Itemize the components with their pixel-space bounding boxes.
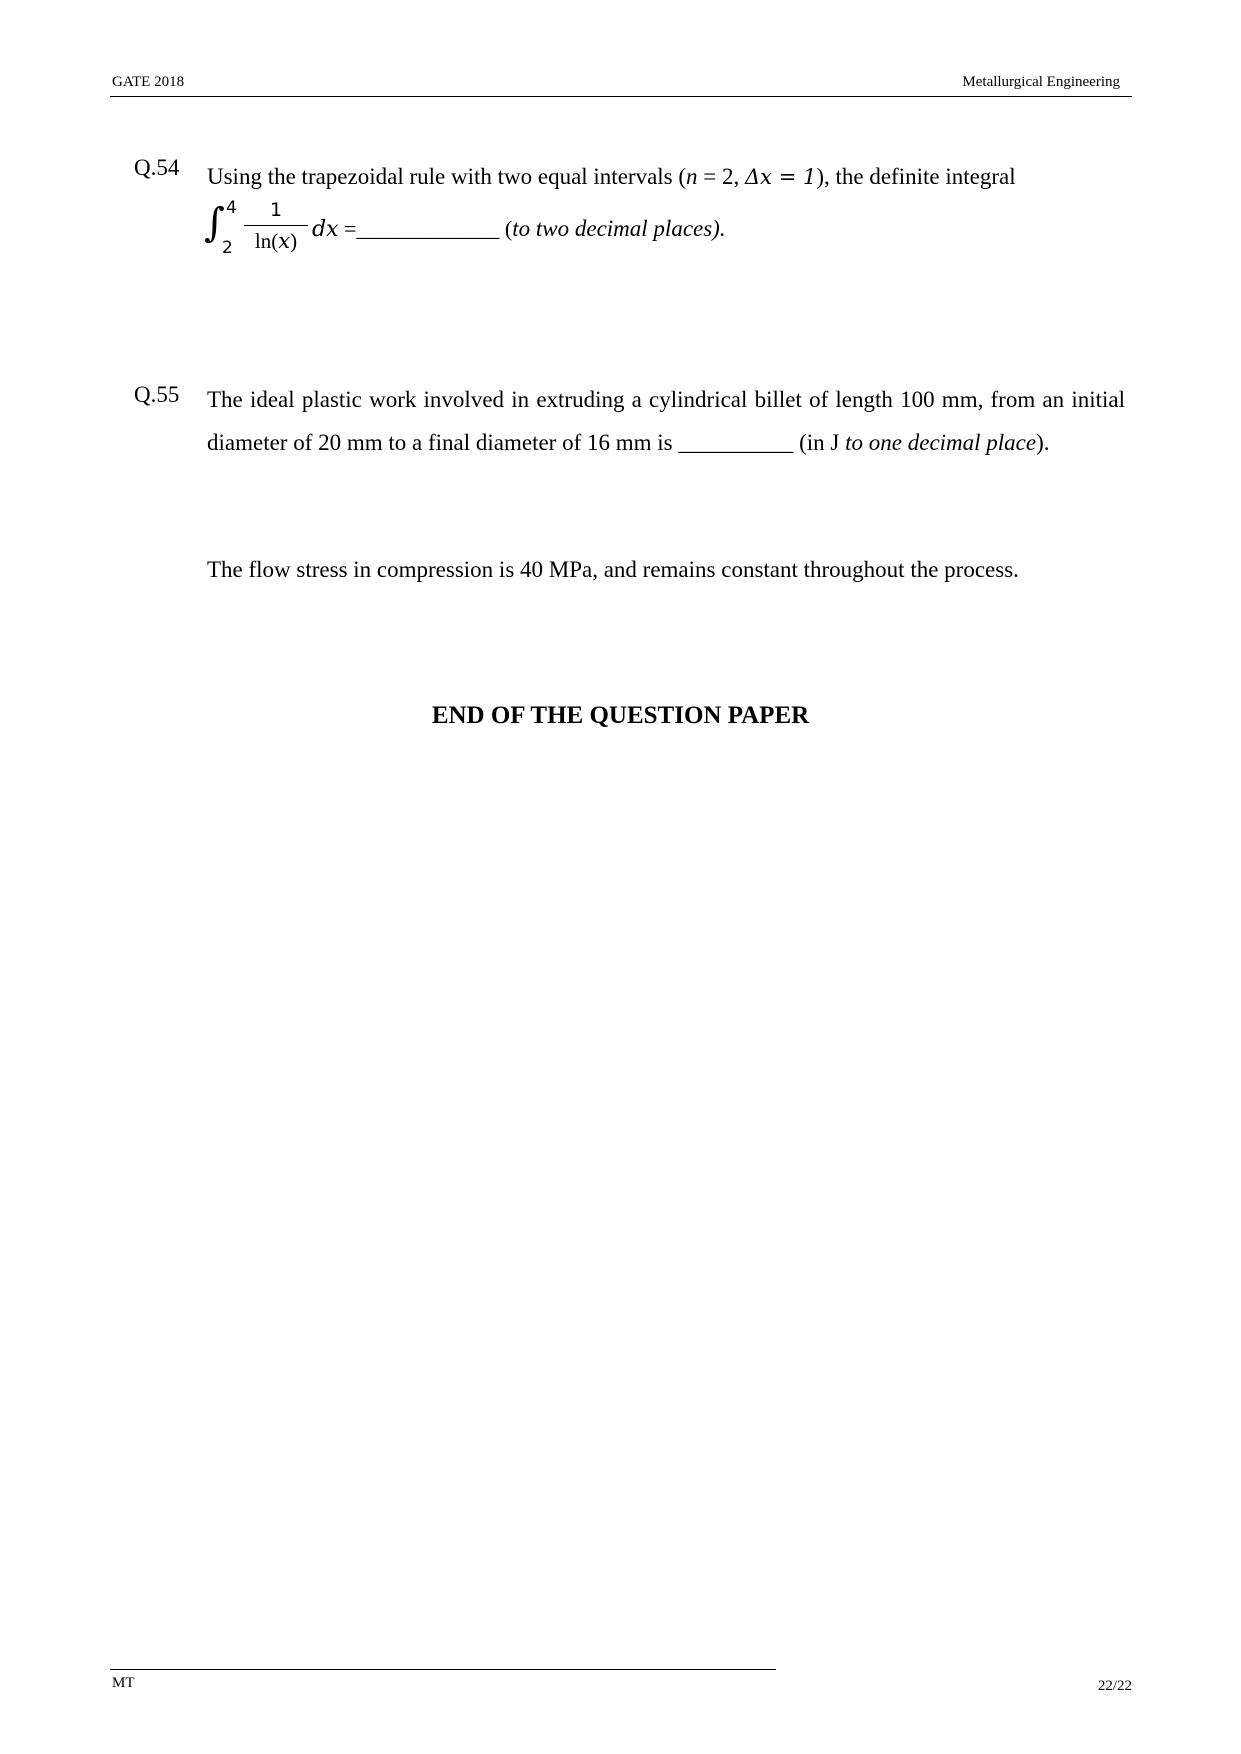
- footer-page-number: 22/22: [1097, 1678, 1132, 1694]
- denominator-variable: x: [278, 229, 291, 253]
- footer-paper-code: MT: [112, 1675, 135, 1691]
- fraction-numerator: 1: [269, 199, 283, 221]
- denominator-function: ln(: [254, 229, 279, 253]
- q55-text-main: The ideal plastic work involved in extruding a cylindrical billet of length 100 mm, from an initial diameter of 20 mm to a final diameter of 16 mm is __________ (in J: [207, 387, 1125, 455]
- question-number-54: Q.54: [134, 155, 180, 180]
- integral-upper-limit: 4: [226, 198, 237, 218]
- precision-note: to two decimal places).: [512, 216, 726, 241]
- q54-n-equals: = 2,: [697, 164, 746, 189]
- answer-blank: _____________: [356, 216, 500, 241]
- q54-integral: [204, 198, 904, 266]
- header-subject: Metallurgical Engineering: [962, 74, 1120, 90]
- question-54-text: [207, 155, 1107, 199]
- integrand-fraction: [244, 198, 308, 254]
- integral-lower-limit: 2: [222, 238, 233, 258]
- q54-text-after: ), the definite integral: [816, 164, 1016, 189]
- paren-open: (: [499, 216, 513, 241]
- header-exam-title: GATE 2018: [112, 74, 185, 90]
- question-55-text: [207, 378, 1125, 464]
- differential: dx: [312, 217, 339, 242]
- q54-text-before: Using the trapezoidal rule with two equal intervals (: [207, 164, 687, 189]
- equals-sign: =: [338, 216, 357, 241]
- question-number-55: Q.55: [134, 382, 180, 407]
- footer-divider: [110, 1669, 776, 1670]
- end-of-paper-heading: END OF THE QUESTION PAPER: [431, 702, 810, 729]
- fraction-denominator: [244, 228, 308, 254]
- question-55-note: The flow stress in compression is 40 MPa, and remains constant throughout the process.: [207, 557, 1019, 582]
- integral-remainder: [312, 216, 726, 242]
- q54-delta-expression: Δx = 1: [745, 165, 817, 189]
- integral-sign: ∫: [204, 200, 225, 246]
- q55-text-end: ).: [1036, 430, 1050, 455]
- q55-text-italic: to one decimal place: [845, 430, 1037, 455]
- fraction-bar: [244, 225, 308, 226]
- q54-n-variable: n: [686, 164, 698, 189]
- denominator-close: ): [290, 229, 298, 253]
- header-divider: [110, 96, 1132, 97]
